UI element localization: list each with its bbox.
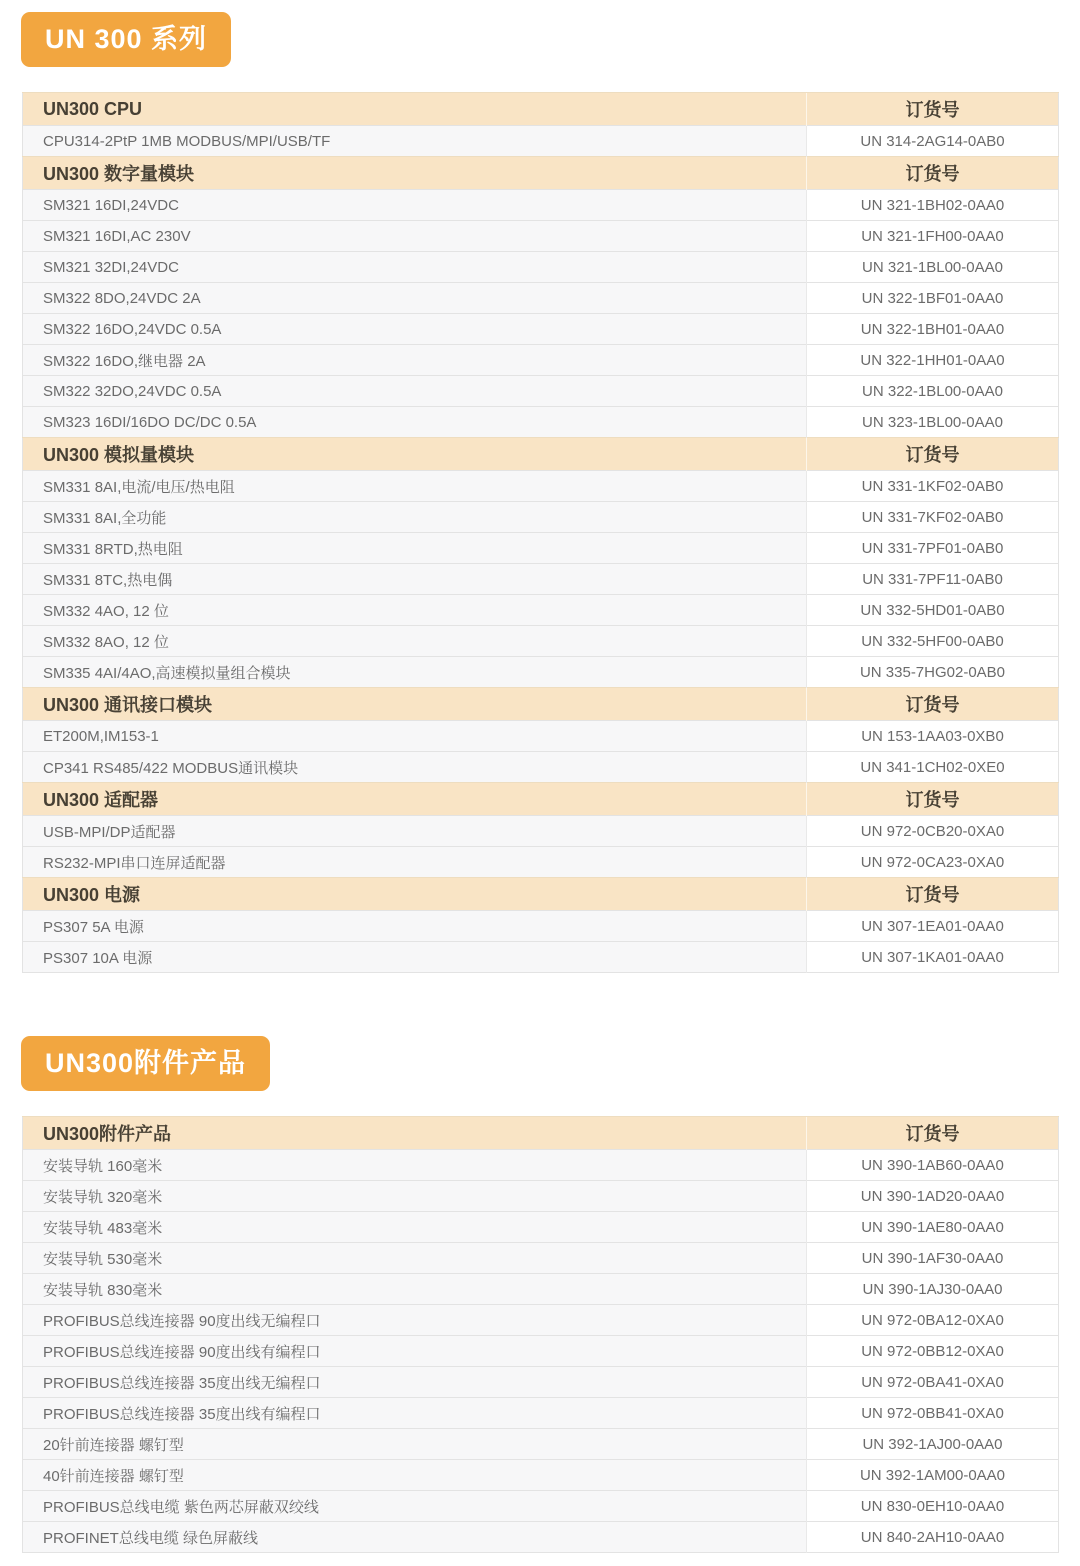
table-row xyxy=(23,752,1059,783)
table-row xyxy=(23,721,1059,752)
table-row xyxy=(23,502,1059,533)
group-title: UN300 CPU xyxy=(23,93,807,126)
order-col-header: 订货号 xyxy=(807,93,1059,126)
order-number-cell: UN 972-0BB12-0XA0 xyxy=(807,1336,1059,1367)
order-number-cell: UN 323-1BL00-0AA0 xyxy=(807,407,1059,438)
table-row xyxy=(23,1429,1059,1460)
product-cell: SM331 8RTD,热电阻 xyxy=(23,533,807,564)
table-row xyxy=(23,471,1059,502)
group-title: UN300 数字量模块 xyxy=(23,157,807,190)
group-header-row xyxy=(23,878,1059,911)
table-row xyxy=(23,252,1059,283)
group-header-row xyxy=(23,1117,1059,1150)
order-number-cell: UN 341-1CH02-0XE0 xyxy=(807,752,1059,783)
order-number-cell: UN 392-1AJ00-0AA0 xyxy=(807,1429,1059,1460)
order-number-cell: UN 972-0BA41-0XA0 xyxy=(807,1367,1059,1398)
table-row xyxy=(23,564,1059,595)
order-number-cell: UN 331-7PF11-0AB0 xyxy=(807,564,1059,595)
product-cell: PROFIBUS总线电缆 紫色两芯屏蔽双绞线 xyxy=(23,1491,807,1522)
section-badge-un300-accessories: UN300附件产品 xyxy=(21,1036,270,1091)
order-number-cell: UN 307-1KA01-0AA0 xyxy=(807,942,1059,973)
order-number-cell: UN 153-1AA03-0XB0 xyxy=(807,721,1059,752)
product-cell: PROFIBUS总线连接器 90度出线无编程口 xyxy=(23,1305,807,1336)
product-cell: RS232-MPI串口连屏适配器 xyxy=(23,847,807,878)
table-row xyxy=(23,816,1059,847)
product-cell: SM323 16DI/16DO DC/DC 0.5A xyxy=(23,407,807,438)
product-cell: PROFINET总线电缆 绿色屏蔽线 xyxy=(23,1522,807,1553)
product-cell: SM321 16DI,24VDC xyxy=(23,190,807,221)
table-row xyxy=(23,533,1059,564)
order-number-cell: UN 390-1AE80-0AA0 xyxy=(807,1212,1059,1243)
order-number-cell: UN 830-0EH10-0AA0 xyxy=(807,1491,1059,1522)
product-cell: USB-MPI/DP适配器 xyxy=(23,816,807,847)
order-col-header: 订货号 xyxy=(807,1117,1059,1150)
order-number-cell: UN 972-0BB41-0XA0 xyxy=(807,1398,1059,1429)
table-row xyxy=(23,221,1059,252)
group-header-row xyxy=(23,688,1059,721)
product-cell: SM331 8TC,热电偶 xyxy=(23,564,807,595)
table-row xyxy=(23,1491,1059,1522)
order-number-cell: UN 322-1BL00-0AA0 xyxy=(807,376,1059,407)
table-row xyxy=(23,190,1059,221)
order-number-cell: UN 390-1AD20-0AA0 xyxy=(807,1181,1059,1212)
order-number-cell: UN 322-1HH01-0AA0 xyxy=(807,345,1059,376)
table-row xyxy=(23,1522,1059,1553)
product-cell: CPU314-2PtP 1MB MODBUS/MPI/USB/TF xyxy=(23,126,807,157)
table-row xyxy=(23,1181,1059,1212)
product-cell: SM322 32DO,24VDC 0.5A xyxy=(23,376,807,407)
order-number-cell: UN 392-1AM00-0AA0 xyxy=(807,1460,1059,1491)
table-row xyxy=(23,1367,1059,1398)
product-cell: 安装导轨 530毫米 xyxy=(23,1243,807,1274)
order-number-cell: UN 321-1FH00-0AA0 xyxy=(807,221,1059,252)
group-title: UN300附件产品 xyxy=(23,1117,807,1150)
order-number-cell: UN 390-1AF30-0AA0 xyxy=(807,1243,1059,1274)
product-cell: 安装导轨 160毫米 xyxy=(23,1150,807,1181)
product-cell: PROFIBUS总线连接器 35度出线有编程口 xyxy=(23,1398,807,1429)
table-row xyxy=(23,1305,1059,1336)
group-title: UN300 通讯接口模块 xyxy=(23,688,807,721)
product-cell: CP341 RS485/422 MODBUS通讯模块 xyxy=(23,752,807,783)
product-cell: PROFIBUS总线连接器 90度出线有编程口 xyxy=(23,1336,807,1367)
table-row xyxy=(23,657,1059,688)
product-cell: SM322 16DO,24VDC 0.5A xyxy=(23,314,807,345)
table-row xyxy=(23,345,1059,376)
group-header-row xyxy=(23,783,1059,816)
un300-accessories-product-table xyxy=(22,1116,1059,1553)
table-row xyxy=(23,911,1059,942)
group-header-row xyxy=(23,438,1059,471)
order-number-cell: UN 321-1BL00-0AA0 xyxy=(807,252,1059,283)
table-row xyxy=(23,376,1059,407)
product-cell: SM331 8AI,电流/电压/热电阻 xyxy=(23,471,807,502)
product-cell: PS307 5A 电源 xyxy=(23,911,807,942)
order-number-cell: UN 322-1BH01-0AA0 xyxy=(807,314,1059,345)
table-row xyxy=(23,1274,1059,1305)
product-cell: PS307 10A 电源 xyxy=(23,942,807,973)
product-cell: SM322 16DO,继电器 2A xyxy=(23,345,807,376)
product-cell: SM332 4AO, 12 位 xyxy=(23,595,807,626)
order-number-cell: UN 331-7KF02-0AB0 xyxy=(807,502,1059,533)
section-badge-un300-series: UN 300 系列 xyxy=(21,12,231,67)
order-number-cell: UN 331-7PF01-0AB0 xyxy=(807,533,1059,564)
order-number-cell: UN 332-5HD01-0AB0 xyxy=(807,595,1059,626)
table-row xyxy=(23,1150,1059,1181)
product-cell: 安装导轨 830毫米 xyxy=(23,1274,807,1305)
table-row xyxy=(23,942,1059,973)
product-cell: 安装导轨 320毫米 xyxy=(23,1181,807,1212)
order-number-cell: UN 390-1AB60-0AA0 xyxy=(807,1150,1059,1181)
table-row xyxy=(23,626,1059,657)
table-row xyxy=(23,126,1059,157)
order-number-cell: UN 332-5HF00-0AB0 xyxy=(807,626,1059,657)
table-row xyxy=(23,1398,1059,1429)
table-row xyxy=(23,1212,1059,1243)
order-number-cell: UN 314-2AG14-0AB0 xyxy=(807,126,1059,157)
product-cell: 安装导轨 483毫米 xyxy=(23,1212,807,1243)
un300-series-section xyxy=(0,12,1080,973)
table-row xyxy=(23,1243,1059,1274)
table-row xyxy=(23,1336,1059,1367)
order-number-cell: UN 972-0CB20-0XA0 xyxy=(807,816,1059,847)
table-row xyxy=(23,407,1059,438)
table-row xyxy=(23,847,1059,878)
order-number-cell: UN 840-2AH10-0AA0 xyxy=(807,1522,1059,1553)
table-row xyxy=(23,1460,1059,1491)
product-cell: SM321 32DI,24VDC xyxy=(23,252,807,283)
order-number-cell: UN 390-1AJ30-0AA0 xyxy=(807,1274,1059,1305)
order-col-header: 订货号 xyxy=(807,157,1059,190)
order-number-cell: UN 331-1KF02-0AB0 xyxy=(807,471,1059,502)
order-col-header: 订货号 xyxy=(807,783,1059,816)
order-col-header: 订货号 xyxy=(807,438,1059,471)
table-row xyxy=(23,314,1059,345)
order-number-cell: UN 307-1EA01-0AA0 xyxy=(807,911,1059,942)
group-title: UN300 适配器 xyxy=(23,783,807,816)
product-cell: SM322 8DO,24VDC 2A xyxy=(23,283,807,314)
product-cell: SM331 8AI,全功能 xyxy=(23,502,807,533)
order-number-cell: UN 335-7HG02-0AB0 xyxy=(807,657,1059,688)
order-number-cell: UN 972-0CA23-0XA0 xyxy=(807,847,1059,878)
group-title: UN300 电源 xyxy=(23,878,807,911)
product-cell: SM335 4AI/4AO,高速模拟量组合模块 xyxy=(23,657,807,688)
product-cell: 20针前连接器 螺钉型 xyxy=(23,1429,807,1460)
order-col-header: 订货号 xyxy=(807,878,1059,911)
table-row xyxy=(23,595,1059,626)
group-header-row xyxy=(23,157,1059,190)
un300-accessories-section xyxy=(0,1036,1080,1553)
table-row xyxy=(23,283,1059,314)
group-header-row xyxy=(23,93,1059,126)
order-col-header: 订货号 xyxy=(807,688,1059,721)
product-cell: PROFIBUS总线连接器 35度出线无编程口 xyxy=(23,1367,807,1398)
product-cell: SM332 8AO, 12 位 xyxy=(23,626,807,657)
order-number-cell: UN 322-1BF01-0AA0 xyxy=(807,283,1059,314)
product-cell: ET200M,IM153-1 xyxy=(23,721,807,752)
product-cell: 40针前连接器 螺钉型 xyxy=(23,1460,807,1491)
group-title: UN300 模拟量模块 xyxy=(23,438,807,471)
order-number-cell: UN 321-1BH02-0AA0 xyxy=(807,190,1059,221)
product-cell: SM321 16DI,AC 230V xyxy=(23,221,807,252)
order-number-cell: UN 972-0BA12-0XA0 xyxy=(807,1305,1059,1336)
un300-series-product-table xyxy=(22,92,1059,973)
